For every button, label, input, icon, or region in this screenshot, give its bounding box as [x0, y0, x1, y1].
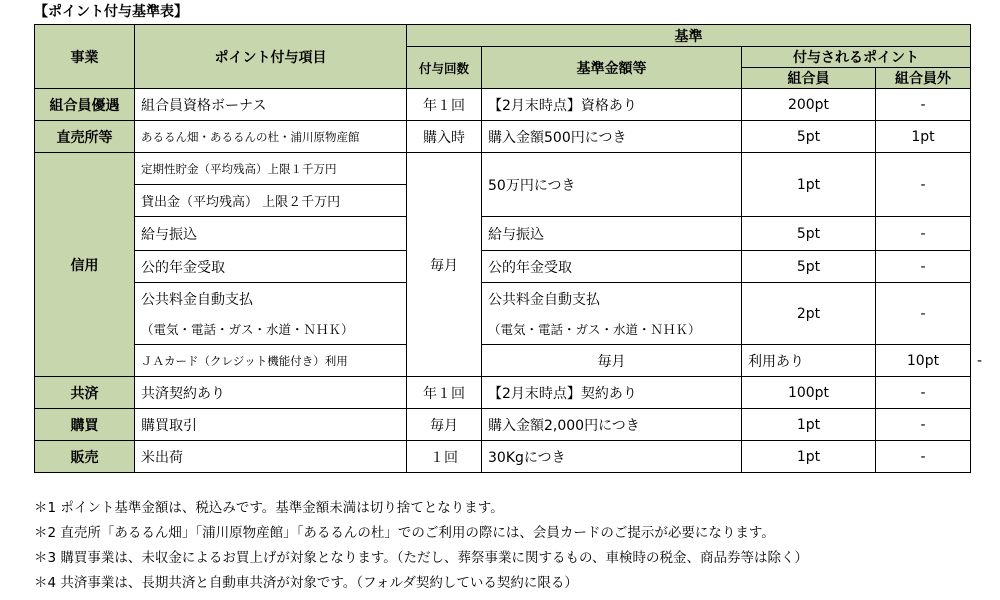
item-cell: ＪＡカード（クレジット機能付き）利用 [135, 345, 407, 377]
table-row [35, 409, 971, 441]
table-row [35, 251, 971, 283]
amount-cell: 購入金額500円につき [482, 121, 742, 153]
item-cell: 米出荷 [135, 441, 407, 473]
amount-cell: 公的年金受取 [482, 251, 742, 283]
item-cell: 共済契約あり [135, 377, 407, 409]
frequency-cell: 購入時 [407, 121, 482, 153]
non-member-points-cell: - [876, 441, 971, 473]
header-item: ポイント付与項目 [135, 25, 407, 89]
table-row [35, 377, 971, 409]
footnote: ＊1 ポイント基準金額は、税込みです。基準金額未満は切り捨てとなります。 [34, 500, 504, 516]
member-points-cell: 1pt [742, 409, 876, 441]
member-points-cell: 100pt [742, 377, 876, 409]
amount-cell: 50万円につき [482, 153, 742, 217]
header-amount: 基準金額等 [482, 47, 742, 89]
business-cell: 購買 [35, 409, 135, 441]
item-cell: 給与振込 [135, 217, 407, 251]
point-criteria-table [34, 24, 983, 473]
frequency-cell: １回 [407, 441, 482, 473]
member-points-cell: 200pt [742, 89, 876, 121]
header-frequency: 付与回数 [407, 47, 482, 89]
item-subcell: （電気・電話・ガス・水道・ＮＨＫ） [135, 315, 407, 345]
table-row [35, 153, 971, 185]
item-cell: 組合員資格ボーナス [135, 89, 407, 121]
member-points-cell: 5pt [742, 251, 876, 283]
header-member: 組合員 [742, 68, 876, 89]
member-points-cell: 1pt [742, 441, 876, 473]
member-points-cell: 2pt [742, 283, 876, 345]
business-cell: 共済 [35, 377, 135, 409]
amount-cell: 購入金額2,000円につき [482, 409, 742, 441]
business-cell: 組合員優遇 [35, 89, 135, 121]
business-cell: 信用 [35, 153, 135, 377]
frequency-cell: 毎月 [407, 153, 482, 377]
amount-cell: 【2月末時点】資格あり [482, 89, 742, 121]
non-member-points-cell: - [876, 89, 971, 121]
frequency-cell: 年１回 [407, 89, 482, 121]
member-points-cell: 1pt [742, 153, 876, 217]
header-criteria: 基準 [407, 25, 971, 47]
table-row [35, 217, 971, 251]
item-cell: 定期性貯金（平均残高）上限１千万円 [135, 153, 407, 185]
item-cell: 貸出金（平均残高） 上限２千万円 [135, 185, 407, 217]
footnote: ＊4 共済事業は、長期共済と自動車共済が対象です。（フォルダ契約している契約に限る） [34, 575, 578, 591]
amount-cell: 利用あり [742, 345, 876, 377]
member-points-cell: 10pt [876, 345, 971, 377]
non-member-points-cell: - [876, 217, 971, 251]
table-row: ＪＡカード（クレジット機能付き）利用 毎月 利用あり 10pt - [35, 345, 971, 377]
member-points-cell: 5pt [742, 121, 876, 153]
table-row [35, 121, 971, 153]
table-row [35, 441, 971, 473]
footnote: ＊3 購買事業は、未収金によるお買上げが対象となります。（ただし、葬祭事業に関するもの、車検時の税金、商品券等は除く） [34, 550, 809, 566]
table-title: 【ポイント付与基準表】 [34, 4, 188, 20]
header-business: 事業 [35, 25, 135, 89]
amount-cell: 給与振込 [482, 217, 742, 251]
item-cell: 購買取引 [135, 409, 407, 441]
non-member-points-cell: - [876, 251, 971, 283]
amount-subcell: （電気・電話・ガス・水道・ＮＨＫ） [482, 315, 742, 345]
amount-cell: 30Kgにつき [482, 441, 742, 473]
footnote: ＊2 直売所「あるるん畑」「浦川原物産館」「あるるんの杜」でのご利用の際には、会員カードのご提示が必要になります。 [34, 525, 775, 541]
non-member-points-cell: - [876, 377, 971, 409]
frequency-cell: 毎月 [407, 409, 482, 441]
footnotes [34, 496, 808, 596]
non-member-points-cell: - [876, 153, 971, 217]
amount-cell: 【2月末時点】契約あり [482, 377, 742, 409]
header-row-1 [35, 25, 971, 47]
header-non-member: 組合員外 [876, 68, 971, 89]
frequency-cell: 年１回 [407, 377, 482, 409]
non-member-points-cell: 1pt [876, 121, 971, 153]
item-cell: 公共料金自動支払 [135, 283, 407, 315]
non-member-points-cell: - [876, 409, 971, 441]
table-row [35, 283, 971, 315]
frequency-cell: 毎月 [482, 345, 742, 377]
member-points-cell: 5pt [742, 217, 876, 251]
business-cell: 販売 [35, 441, 135, 473]
amount-cell: 公共料金自動支払 [482, 283, 742, 315]
item-cell: あるるん畑・あるるんの杜・浦川原物産館 [135, 121, 407, 153]
item-cell: 公的年金受取 [135, 251, 407, 283]
table-row [35, 89, 971, 121]
business-cell: 直売所等 [35, 121, 135, 153]
header-points: 付与されるポイント [742, 47, 971, 68]
non-member-points-cell: - [876, 283, 971, 345]
